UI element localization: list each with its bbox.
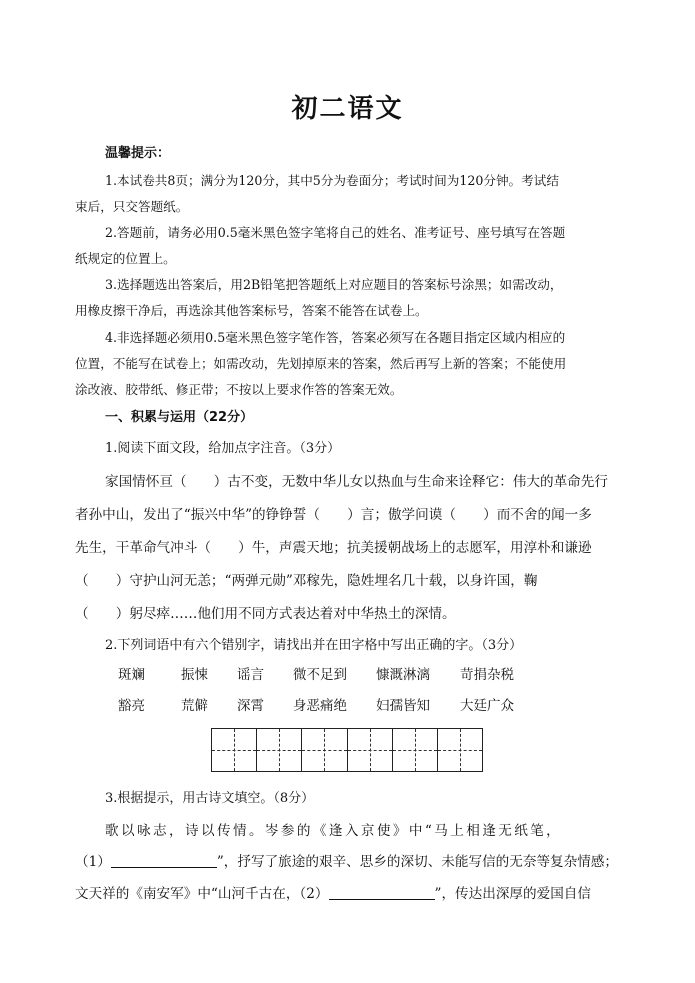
notice-item: 位置，不能写在试卷上；如需改动，先划掉原来的答案，然后再写上新的答案；不能使用 — [75, 356, 567, 371]
notice-item: 3.选择题选出答案后，用2B铅笔把答题纸上对应题目的答案标号涂黑；如需改动， — [105, 277, 563, 292]
notice-item: 2.答题前，请务必用0.5毫米黑色签字笔将自己的姓名、准考证号、座号填写在答题 — [105, 225, 566, 240]
passage-line: 家国情怀亘（ ）古不变，无数中华儿女以热血与生命来诠释它：伟大的革命先行 — [105, 474, 608, 490]
notice-item: 涂改液、胶带纸、修正带；不按以上要求作答的答案无效。 — [75, 382, 403, 397]
word-item: 妇孺皆知 — [376, 698, 430, 714]
question-prompt: 1.阅读下面文段，给加点字注音。（3分） — [105, 441, 341, 456]
notice-item: 束后，只交答题纸。 — [75, 199, 189, 214]
tianzige-grid — [211, 728, 483, 772]
word-item: 谣言 — [237, 667, 264, 683]
passage-text: ”，抒写了旅途的艰辛、思乡的深切、未能写信的无奈等复杂情感； — [216, 854, 619, 870]
page-title: 初二语文 — [291, 94, 404, 124]
notice-heading: 温馨提示： — [105, 146, 171, 161]
word-item: 深霄 — [237, 698, 264, 714]
section-heading: 一、积累与运用（22分） — [105, 410, 254, 425]
passage-text: ”，传达出深厚的爱国自信 — [434, 886, 591, 902]
tianzige-cell[interactable] — [302, 729, 347, 771]
word-item: 豁亮 — [118, 698, 145, 714]
answer-blank[interactable] — [111, 852, 217, 868]
notice-item: 用橡皮擦干净后，再选涂其他答案标号，答案不能答在试卷上。 — [75, 303, 428, 318]
passage-line: 先生，干革命气冲斗（ ）牛，声震天地；抗美援朝战场上的志愿军，用淳朴和谦逊 — [75, 540, 592, 556]
answer-blank[interactable] — [329, 884, 435, 900]
word-item: 振悚 — [181, 667, 208, 683]
passage-line: 歌以咏志，诗以传情。岑参的《逢入京使》中“马上相逢无纸笔， — [105, 823, 563, 839]
question-prompt: 2.下列词语中有六个错别字，请找出并在田字格中写出正确的字。（3分） — [105, 638, 523, 653]
question-prompt: 3.根据提示，用古诗文填空。（8分） — [105, 791, 315, 806]
tianzige-cell[interactable] — [438, 729, 482, 771]
blank-label: （1） — [75, 854, 111, 870]
passage-text: 文天祥的《南安军》中“山河千古在，（2） — [75, 886, 329, 902]
word-item: 荒僻 — [181, 698, 208, 714]
passage-line — [75, 852, 618, 872]
passage-line: 者孙中山，发出了“振兴中华”的铮铮誓（ ）言；傲学问谟（ ）而不舍的闻一多 — [75, 507, 592, 523]
tianzige-cell[interactable] — [257, 729, 302, 771]
word-item: 慷溉淋漓 — [376, 667, 430, 683]
word-item: 苛捐杂税 — [460, 667, 514, 683]
word-item: 身恶痛绝 — [293, 698, 347, 714]
tianzige-cell[interactable] — [212, 729, 257, 771]
word-item: 微不足到 — [293, 667, 347, 683]
passage-line: （ ）躬尽瘁……他们用不同方式表达着对中华热土的深情。 — [75, 606, 456, 622]
word-item: 大廷广众 — [460, 698, 514, 714]
tianzige-cell[interactable] — [348, 729, 393, 771]
notice-item: 4.非选择题必须用0.5毫米黑色签字笔作答，答案必须写在各题目指定区域内相应的 — [105, 330, 566, 345]
notice-item: 1.本试卷共8页；满分为120分，其中5分为卷面分；考试时间为120分钟。考试结 — [105, 173, 559, 188]
word-item: 斑斓 — [118, 667, 145, 683]
notice-item: 纸规定的位置上。 — [75, 251, 176, 266]
passage-line: （ ）守护山河无恙；“两弹元勋”邓稼先，隐姓埋名几十载，以身许国，鞠 — [75, 573, 538, 589]
tianzige-cell[interactable] — [393, 729, 438, 771]
passage-line — [75, 884, 591, 904]
